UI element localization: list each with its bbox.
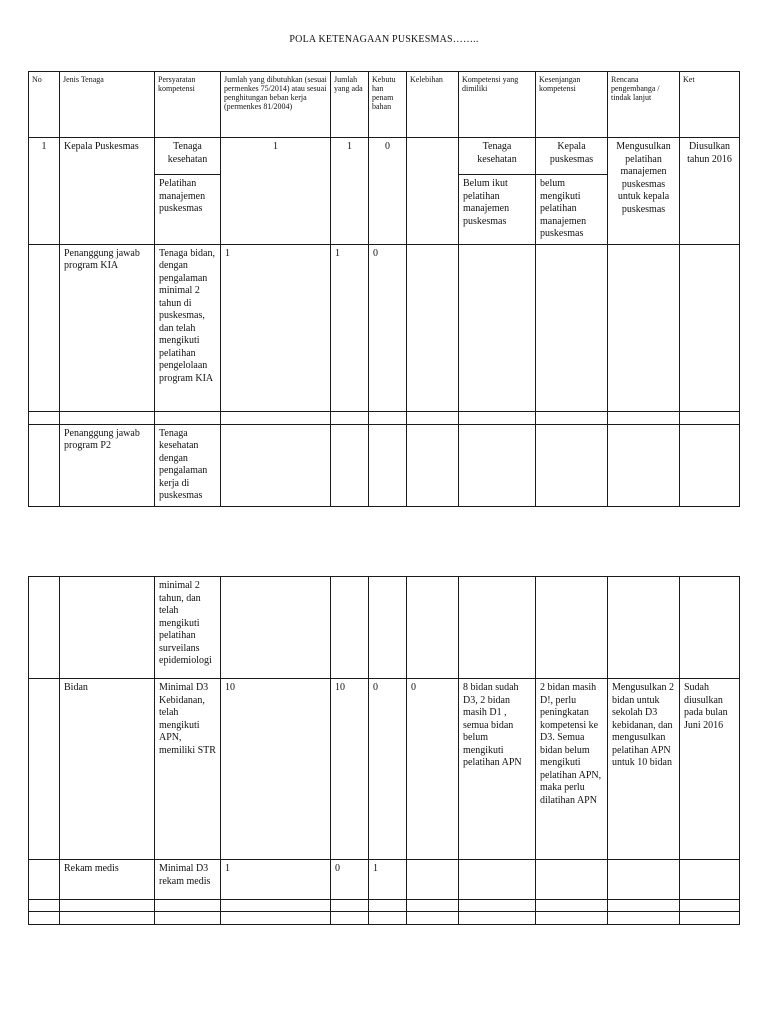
table-row-p2-continued (29, 577, 740, 679)
header-jumlah-ada: Jumlah yang ada (331, 72, 369, 138)
cell-ket (680, 244, 740, 411)
cell-dibutuhkan: 1 (221, 244, 331, 411)
table-row-kepala-a (29, 138, 740, 175)
table-row-empty (29, 411, 740, 424)
header-kesenjangan: Kesenjangan kompetensi (536, 72, 608, 138)
table-row-empty (29, 900, 740, 912)
cell-kebutuhan: 1 (369, 860, 407, 900)
cell-kompetensi-dimiliki (459, 244, 536, 411)
cell-kelebihan (407, 244, 459, 411)
page-title: POLA KETENAGAAN PUSKESMAS…….. (289, 34, 479, 45)
cell-jenis: Bidan (60, 679, 155, 860)
header-kebutuhan: Kebutu han penam bahan (369, 72, 407, 138)
table-row-empty (29, 912, 740, 925)
cell-no: 1 (29, 138, 60, 245)
cell-ada: 1 (331, 244, 369, 411)
cell-no (29, 860, 60, 900)
table-row-rekam-medis (29, 860, 740, 900)
cell-dibutuhkan: 10 (221, 679, 331, 860)
cell-rencana: Mengusulkan 2 bidan untuk sekolah D3 kebidanan, dan mengusulkan pelatihan APN untuk 10 bidan (608, 679, 680, 860)
cell-kesenjangan: Kepala puskesmas (536, 138, 608, 175)
header-kelebihan: Kelebihan (407, 72, 459, 138)
cell-kesenjangan-2: belum mengikuti pelatihan manajemen puskesmas (536, 175, 608, 245)
table-row-kia (29, 244, 740, 411)
cell-ket: Sudah diusulkan pada bulan Juni 2016 (680, 679, 740, 860)
cell-kelebihan (407, 138, 459, 245)
cell-kesenjangan: 2 bidan masih D!, perlu peningkatan kompetensi ke D3. Semua bidan belum mengikuti pelatihan APN, maka perlu dilatihan APN (536, 679, 608, 860)
header-jenis-tenaga: Jenis Tenaga (60, 72, 155, 138)
cell-ada: 0 (331, 860, 369, 900)
header-no: No (29, 72, 60, 138)
cell-no (29, 424, 60, 506)
cell-persyaratan-2: Pelatihan manajemen puskesmas (155, 175, 221, 245)
header-persyaratan: Persyaratan kompetensi (155, 72, 221, 138)
cell-rencana (608, 244, 680, 411)
cell-jenis: Penanggung jawab program P2 (60, 424, 155, 506)
cell-ada: 10 (331, 679, 369, 860)
cell-ket: Diusulkan tahun 2016 (680, 138, 740, 245)
cell-no (29, 679, 60, 860)
table-row-bidan (29, 679, 740, 860)
header-rencana: Rencana pengembanga / tindak lanjut (608, 72, 680, 138)
cell-kompetensi-dimiliki-2: Belum ikut pelatihan manajemen puskesmas (459, 175, 536, 245)
cell-kesenjangan (536, 244, 608, 411)
header-kompetensi-dimiliki: Kompetensi yang dimiliki (459, 72, 536, 138)
cell-jenis: Rekam medis (60, 860, 155, 900)
cell-kebutuhan: 0 (369, 244, 407, 411)
cell-dibutuhkan: 1 (221, 138, 331, 245)
table-row-p2 (29, 424, 740, 506)
header-row (29, 72, 740, 138)
cell-persyaratan: Minimal D3 rekam medis (155, 860, 221, 900)
cell-persyaratan: Minimal D3 Kebidanan, telah mengikuti APN, memiliki STR (155, 679, 221, 860)
cell-persyaratan: Tenaga kesehatan dengan pengalaman kerja di puskesmas (155, 424, 221, 506)
cell-kelebihan: 0 (407, 679, 459, 860)
cell-jenis: Kepala Puskesmas (60, 138, 155, 245)
cell-kompetensi-dimiliki: Tenaga kesehatan (459, 138, 536, 175)
header-jumlah-dibutuhkan: Jumlah yang dibutuhkan (sesuai permenkes 75/2014) atau sesuai penghitungan beban kerja (permenkes 81/2004) (221, 72, 331, 138)
staffing-table-part-2 (28, 576, 740, 925)
staffing-table-part-1 (28, 71, 740, 507)
cell-kompetensi-dimiliki: 8 bidan sudah D3, 2 bidan masih D1 , semua bidan belum mengikuti pelatihan APN (459, 679, 536, 860)
cell-kebutuhan: 0 (369, 138, 407, 245)
cell-dibutuhkan: 1 (221, 860, 331, 900)
header-ket: Ket (680, 72, 740, 138)
cell-persyaratan: Tenaga bidan, dengan pengalaman minimal 2 tahun di puskesmas, dan telah mengikuti pelatihan pengelolaan program KIA (155, 244, 221, 411)
cell-kebutuhan: 0 (369, 679, 407, 860)
cell-no (29, 244, 60, 411)
cell-persyaratan: Tenaga kesehatan (155, 138, 221, 175)
cell-persyaratan: minimal 2 tahun, dan telah mengikuti pelatihan surveilans epidemiologi (155, 577, 221, 679)
cell-ada: 1 (331, 138, 369, 245)
cell-rencana: Mengusulkan pelatihan manajemen puskesmas untuk kepala puskesmas (608, 138, 680, 245)
cell-jenis: Penanggung jawab program KIA (60, 244, 155, 411)
